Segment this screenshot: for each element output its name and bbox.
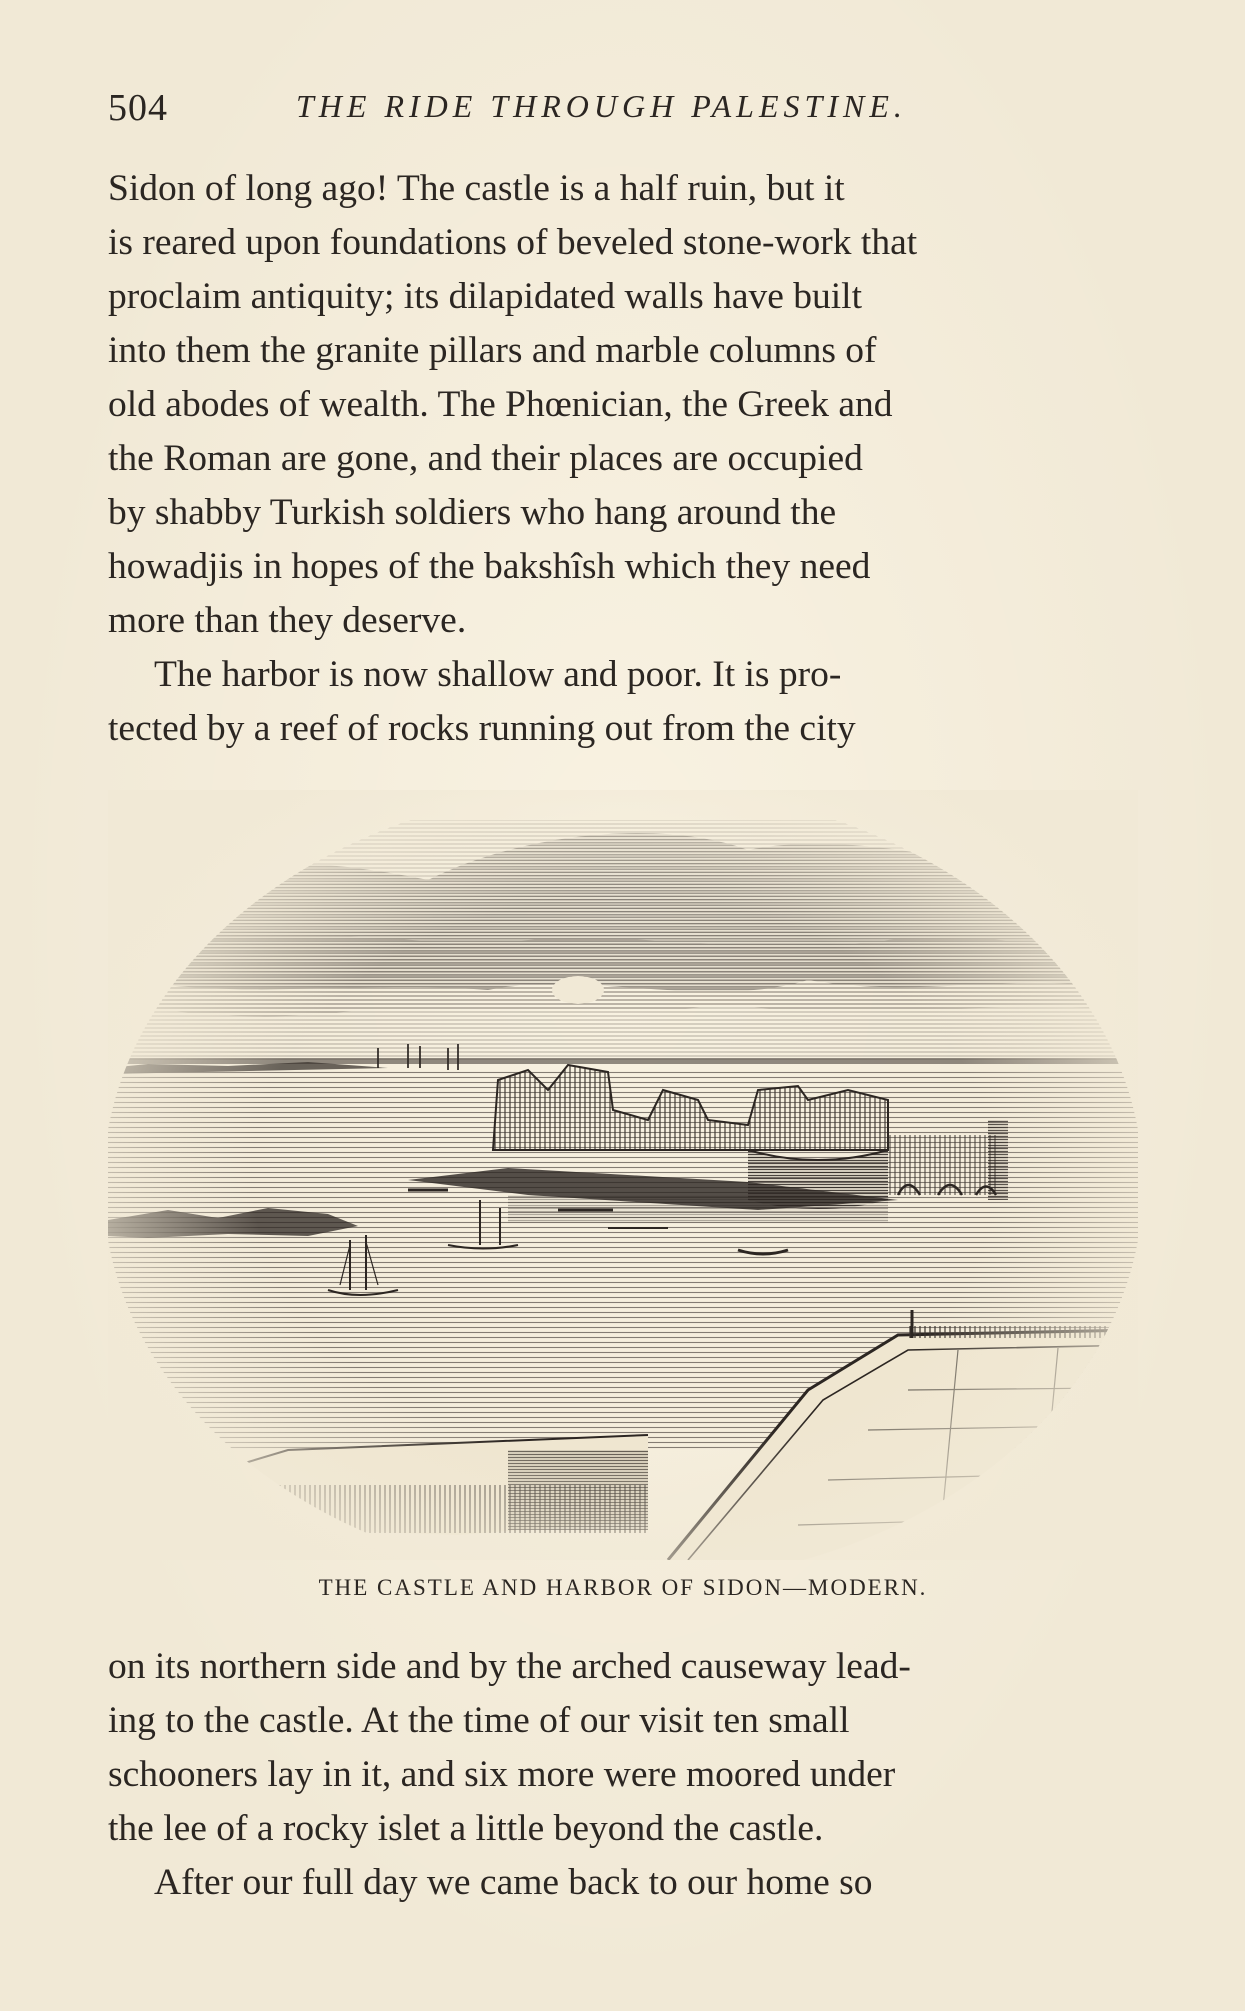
figure-caption: THE CASTLE AND HARBOR OF SIDON—MODERN.: [318, 1575, 928, 1600]
text-block-top: [108, 162, 1146, 756]
engraving-image: [108, 790, 1138, 1560]
text-line: Sidon of long ago! The castle is a half ruin, but it: [108, 168, 845, 209]
page-number: 504: [108, 87, 168, 129]
text-line: more than they deserve.: [108, 600, 467, 641]
running-title: THE RIDE THROUGH PALESTINE.: [296, 88, 907, 124]
text-block-bottom: [108, 1640, 1146, 1910]
engraving-illustration: [108, 790, 1138, 1560]
page-header: [108, 80, 1148, 140]
text-line: howadjis in hopes of the bakshîsh which they need: [108, 546, 871, 587]
text-line: is reared upon foundations of beveled stone-work that: [108, 222, 918, 263]
text-line: by shabby Turkish soldiers who hang around the: [108, 492, 837, 533]
text-line: schooners lay in it, and six more were moored under: [108, 1754, 896, 1795]
text-line: The harbor is now shallow and poor. It is pro-: [154, 654, 842, 695]
text-line: After our full day we came back to our home so: [154, 1862, 873, 1903]
text-line: tected by a reef of rocks running out from the city: [108, 708, 856, 749]
text-line: proclaim antiquity; its dilapidated walls have built: [108, 276, 863, 317]
text-line: on its northern side and by the arched causeway lead-: [108, 1646, 911, 1687]
text-line: ing to the castle. At the time of our visit ten small: [108, 1700, 850, 1741]
text-line: into them the granite pillars and marble columns of: [108, 330, 877, 371]
text-line: the Roman are gone, and their places are occupied: [108, 438, 863, 479]
text-line: the lee of a rocky islet a little beyond the castle.: [108, 1808, 824, 1849]
text-line: old abodes of wealth. The Phœnician, the Greek and: [108, 384, 893, 425]
